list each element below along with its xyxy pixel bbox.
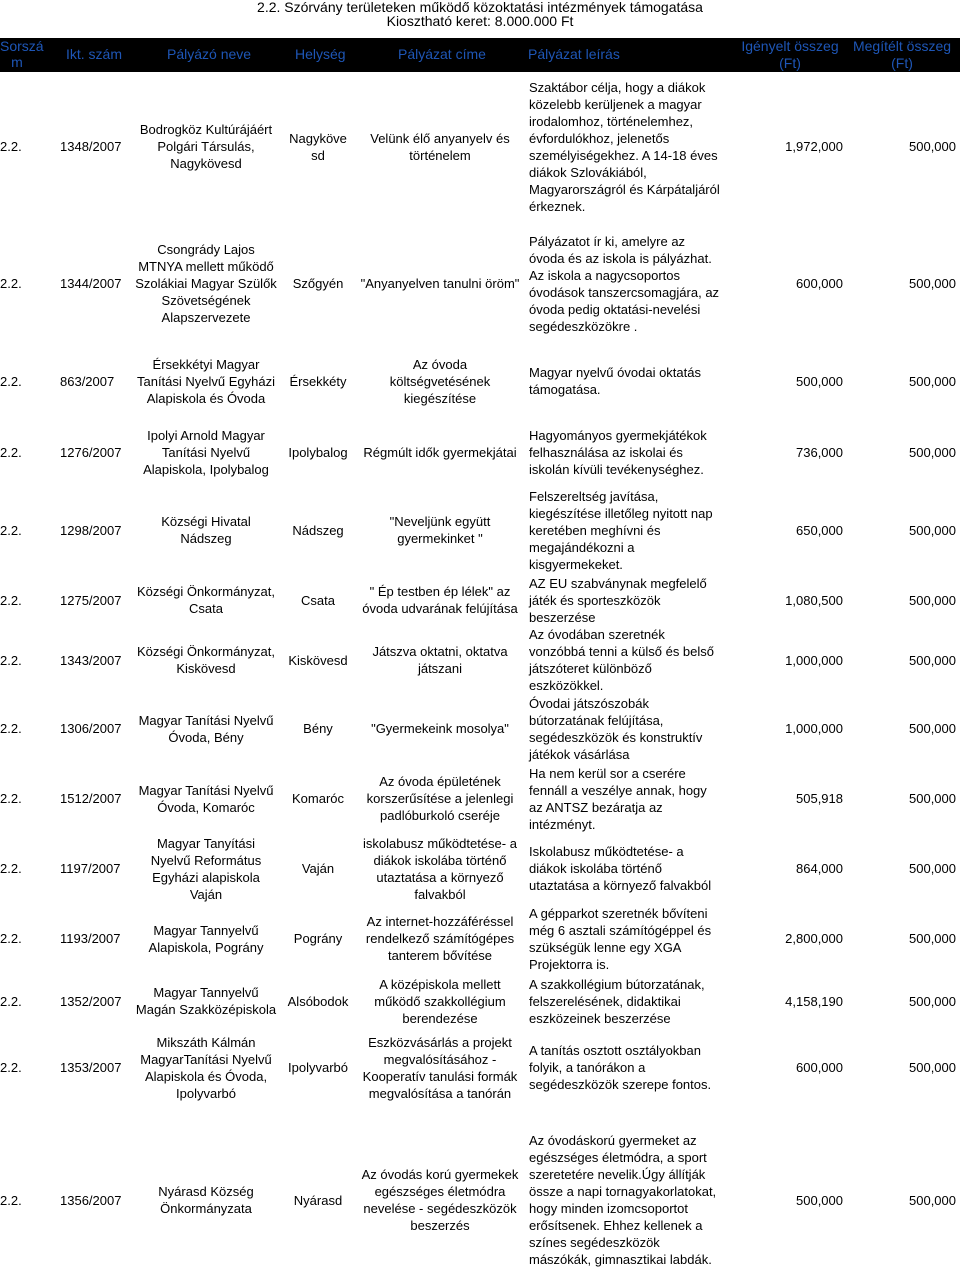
row-palyazat-leiras: Az óvodáskorú gyermeket az egészséges életmódra, a sport szeretetére nevelik.Úgy állítják össze a napi tornagyakorlatokat, hogy minden izomcsoportot erősítsenek. Ehhez kellenek a színes segédeszközök mászókák, gimnasztikai labdák. — [529, 1133, 717, 1267]
row-helyseg: Ipolyvarbó — [288, 1060, 348, 1075]
row-megitelt-osszeg: 500,000 — [909, 522, 956, 538]
row-ikt-szam: 1353/2007 — [60, 1060, 122, 1075]
row-megitelt-osszeg: 500,000 — [909, 592, 956, 608]
row-palyazo-neve: Mikszáth Kálmán MagyarTanítási Nyelvű Alapiskola és Óvoda, Ipolyvarbó — [140, 1034, 272, 1101]
row-palyazat-leiras: Hagyományos gyermekjátékok felhasználása az iskolai és iskolán kívüli tevékenységhez. — [529, 428, 707, 477]
header-helyseg: Helység — [295, 46, 346, 62]
row-palyazat-leiras: Óvodai játszószobák bútorzatának felújítása, segédeszközök és konstruktív játékok vásárlása — [529, 695, 703, 762]
row-igenyelt-osszeg: 500,000 — [796, 373, 843, 389]
row-palyazo-neve: Csongrády Lajos MTNYA mellett működő Szolákiai Magyar Szülők Szövetségének Alapszervezete — [135, 242, 277, 325]
row-igenyelt-osszeg: 1,000,000 — [785, 721, 843, 736]
row-palyazat-cime: Velünk élő anyanyelv és történelem — [370, 130, 510, 163]
row-palyazat-cime: Az internet-hozzáféréssel rendelkező számítógépes tanterem bővítése — [365, 914, 515, 963]
row-megitelt-osszeg: 500,000 — [909, 445, 956, 460]
row-palyazo-neve: Községi Hivatal Nádszeg — [161, 514, 251, 546]
row-sorszam: 2.2. — [0, 652, 22, 668]
row-helyseg: Nádszeg — [292, 522, 344, 538]
row-sorszam: 2.2. — [0, 592, 22, 608]
row-megitelt-osszeg: 500,000 — [909, 791, 956, 806]
row-ikt-szam: 1298/2007 — [60, 522, 122, 538]
row-helyseg: Nyárasd — [293, 1192, 343, 1208]
row-helyseg: Alsóbodok — [287, 993, 349, 1009]
row-palyazo-neve: Érsekkétyi Magyar Tanítási Nyelvű Egyházi Alapiskola és Óvoda — [136, 356, 275, 406]
row-palyazo-neve: Bodrogköz Kultúrájáért Polgári Társulás, Nagykövesd — [139, 122, 273, 171]
row-igenyelt-osszeg: 650,000 — [796, 522, 843, 538]
row-igenyelt-osszeg: 500,000 — [796, 1192, 843, 1208]
page-title: 2.2. Szórvány területeken működő közoktatási intézmények támogatása — [257, 0, 703, 15]
row-palyazat-leiras: A szakkollégium bútorzatának, felszerelésének, didaktikai eszközeinek beszerzése — [529, 976, 705, 1026]
row-palyazat-cime: "Gyermekeink mosolya" — [371, 721, 509, 736]
row-ikt-szam: 1512/2007 — [60, 791, 122, 806]
row-igenyelt-osszeg: 2,800,000 — [785, 931, 843, 946]
row-ikt-szam: 1197/2007 — [60, 861, 121, 876]
row-helyseg: Komaróc — [291, 791, 345, 806]
row-palyazo-neve: Magyar Tanítási Nyelvű Óvoda, Bény — [138, 712, 274, 745]
row-palyazat-cime: Régmúlt idők gyermekjátai — [363, 445, 517, 460]
row-ikt-szam: 1344/2007 — [60, 276, 122, 291]
row-sorszam: 2.2. — [0, 931, 22, 946]
header-palyazat-cime: Pályázat címe — [398, 46, 486, 62]
row-palyazat-cime: Játszva oktatni, oktatva játszani — [372, 644, 508, 676]
row-sorszam: 2.2. — [0, 276, 22, 291]
row-palyazo-neve: Nyárasd Község Önkormányzata — [158, 1184, 254, 1216]
row-palyazat-leiras: Szaktábor célja, hogy a diákok közelebb kerüljenek a magyar irodalomhoz, történelemhez, évfordulókhoz, jelenetős személyiségekhez. A 14-18 éves diákok Szlovákiából, Magyarországról és Kárpátaljáról érkeznek. — [529, 79, 720, 214]
row-palyazo-neve: Magyar Tanítási Nyelvű Óvoda, Komaróc — [138, 782, 274, 815]
row-palyazat-cime: " Ép testben ép lélek" az óvoda udvarának felújítása — [362, 584, 518, 616]
row-megitelt-osszeg: 500,000 — [909, 1192, 956, 1208]
row-igenyelt-osszeg: 864,000 — [796, 861, 843, 876]
row-helyseg: Csata — [301, 592, 335, 608]
row-palyazo-neve: Magyar Tannyelvű Alapiskola, Pográny — [148, 922, 264, 955]
row-igenyelt-osszeg: 4,158,190 — [785, 993, 843, 1009]
row-sorszam: 2.2. — [0, 522, 22, 538]
row-palyazat-leiras: A tanítás osztott osztályokban folyik, a tanórákon a segédeszközök szerepe fontos. — [529, 1043, 712, 1092]
row-palyazat-leiras: Ha nem kerül sor a cserére fennáll a veszélye annak, hogy az ANTSZ bezáratja az intézményt. — [529, 765, 707, 832]
row-igenyelt-osszeg: 1,080,500 — [785, 592, 843, 608]
row-palyazat-leiras: Magyar nyelvű óvodai oktatás támogatása. — [529, 365, 701, 397]
row-palyazo-neve: Ipolyi Arnold Magyar Tanítási Nyelvű Alapiskola, Ipolybalog — [143, 428, 269, 477]
row-helyseg: Pográny — [293, 931, 343, 946]
header-ikt-szam: Ikt. szám — [66, 46, 123, 62]
row-sorszam: 2.2. — [0, 993, 22, 1009]
row-palyazo-neve: Magyar Tannyelvű Magán Szakközépiskola — [135, 985, 277, 1017]
row-palyazat-cime: A középiskola mellett működő szakkollégium berendezése — [374, 976, 506, 1026]
row-palyazat-leiras: A gépparkot szeretnék bővíteni még 6 asztali számítógéppel és szükségük lenne egy XGA Projektorra is. — [529, 905, 712, 972]
row-ikt-szam: 1193/2007 — [60, 931, 121, 946]
row-ikt-szam: 1352/2007 — [60, 993, 122, 1009]
row-palyazat-cime: "Anyanyelven tanulni öröm" — [360, 276, 520, 291]
row-igenyelt-osszeg: 1,972,000 — [785, 139, 843, 154]
row-megitelt-osszeg: 500,000 — [909, 652, 956, 668]
row-palyazat-cime: Az óvoda költségvetésének kiegészítése — [389, 356, 491, 406]
header-palyazat-leiras: Pályázat leírás — [528, 46, 620, 62]
row-palyazat-cime: "Neveljünk együtt gyermekinket " — [389, 514, 491, 546]
header-megitelt-osszeg: Megítélt összeg (Ft) — [852, 38, 952, 71]
row-palyazat-cime: iskolabusz működtetése- a diákok iskolába történő utaztatása a környező falvakból — [363, 835, 517, 902]
row-igenyelt-osszeg: 600,000 — [796, 276, 843, 291]
row-palyazat-leiras: Iskolabusz működtetése- a diákok iskolába történő utaztatása a környező falvakból — [529, 844, 712, 893]
header-sorszam: Sorszá m — [0, 38, 44, 70]
row-megitelt-osszeg: 500,000 — [909, 861, 956, 876]
row-megitelt-osszeg: 500,000 — [909, 931, 956, 946]
row-palyazo-neve: Községi Önkormányzat, Csata — [136, 584, 275, 616]
row-ikt-szam: 1306/2007 — [60, 721, 122, 736]
row-megitelt-osszeg: 500,000 — [909, 993, 956, 1009]
row-ikt-szam: 863/2007 — [60, 373, 115, 389]
row-palyazo-neve: Magyar Tanyítási Nyelvű Református Egyházi alapiskola Vaján — [150, 835, 262, 902]
row-sorszam: 2.2. — [0, 861, 22, 876]
row-megitelt-osszeg: 500,000 — [909, 373, 956, 389]
row-palyazat-leiras: Pályázatot ír ki, amelyre az óvoda és az iskola is pályázhat. Az iskola a nagycsoportos óvodások tanszercsomagjára, az óvoda pedig oktatási-nevelési segédeszközökre . — [529, 233, 720, 334]
row-igenyelt-osszeg: 1,000,000 — [785, 652, 843, 668]
row-megitelt-osszeg: 500,000 — [909, 1060, 956, 1075]
row-megitelt-osszeg: 500,000 — [909, 276, 956, 291]
row-palyazat-cime: Az óvodás korú gyermekek egészséges életmódra nevelése - segédeszközök beszerzés — [361, 1167, 519, 1233]
row-helyseg: Kiskövesd — [288, 652, 348, 668]
row-helyseg: Bény — [303, 721, 333, 736]
row-helyseg: Szőgyén — [292, 276, 344, 291]
row-sorszam: 2.2. — [0, 791, 22, 806]
row-ikt-szam: 1275/2007 — [60, 592, 122, 608]
row-sorszam: 2.2. — [0, 1192, 22, 1208]
row-ikt-szam: 1356/2007 — [60, 1192, 122, 1208]
row-palyazat-cime: Az óvoda épületének korszerűsítése a jelenlegi padlóburkoló cseréje — [366, 774, 514, 823]
row-sorszam: 2.2. — [0, 445, 22, 460]
row-ikt-szam: 1343/2007 — [60, 652, 122, 668]
row-megitelt-osszeg: 500,000 — [909, 139, 956, 154]
row-sorszam: 2.2. — [0, 139, 22, 154]
row-sorszam: 2.2. — [0, 1060, 22, 1075]
row-palyazo-neve: Községi Önkormányzat, Kiskövesd — [136, 644, 275, 676]
row-helyseg: Ipolybalog — [288, 445, 348, 460]
row-ikt-szam: 1276/2007 — [60, 445, 122, 460]
row-helyseg: Érsekkéty — [289, 373, 347, 389]
row-palyazat-cime: Eszközvásárlás a projekt megvalósításához - Kooperatív tanulási formák megvalósítása a tanórán — [362, 1034, 518, 1101]
page-subtitle: Kiosztható keret: 8.000.000 Ft — [386, 13, 574, 29]
row-sorszam: 2.2. — [0, 721, 22, 736]
header-igenyelt-osszeg: Igényelt összeg (Ft) — [741, 38, 839, 71]
row-palyazat-leiras: Felszereltség javítása, kiegészítése illetőleg nyitott nap keretében meghívni és megajándékozni a kisgyermekeket. — [529, 488, 713, 572]
row-ikt-szam: 1348/2007 — [60, 139, 122, 154]
row-helyseg: Nagyköve sd — [289, 130, 347, 163]
row-igenyelt-osszeg: 600,000 — [796, 1060, 843, 1075]
table-header — [0, 38, 960, 72]
row-helyseg: Vaján — [301, 861, 335, 876]
row-palyazat-leiras: Az óvodában szeretnék vonzóbbá tenni a külső és belső játszóteret különböző eszközökkel. — [529, 627, 715, 693]
row-megitelt-osszeg: 500,000 — [909, 721, 956, 736]
row-igenyelt-osszeg: 505,918 — [796, 791, 843, 806]
row-sorszam: 2.2. — [0, 373, 22, 389]
row-igenyelt-osszeg: 736,000 — [796, 445, 843, 460]
header-palyazo-neve: Pályázó neve — [167, 46, 252, 62]
row-palyazat-leiras: AZ EU szabványnak megfelelő játék és sporteszközök beszerzése — [529, 575, 707, 625]
